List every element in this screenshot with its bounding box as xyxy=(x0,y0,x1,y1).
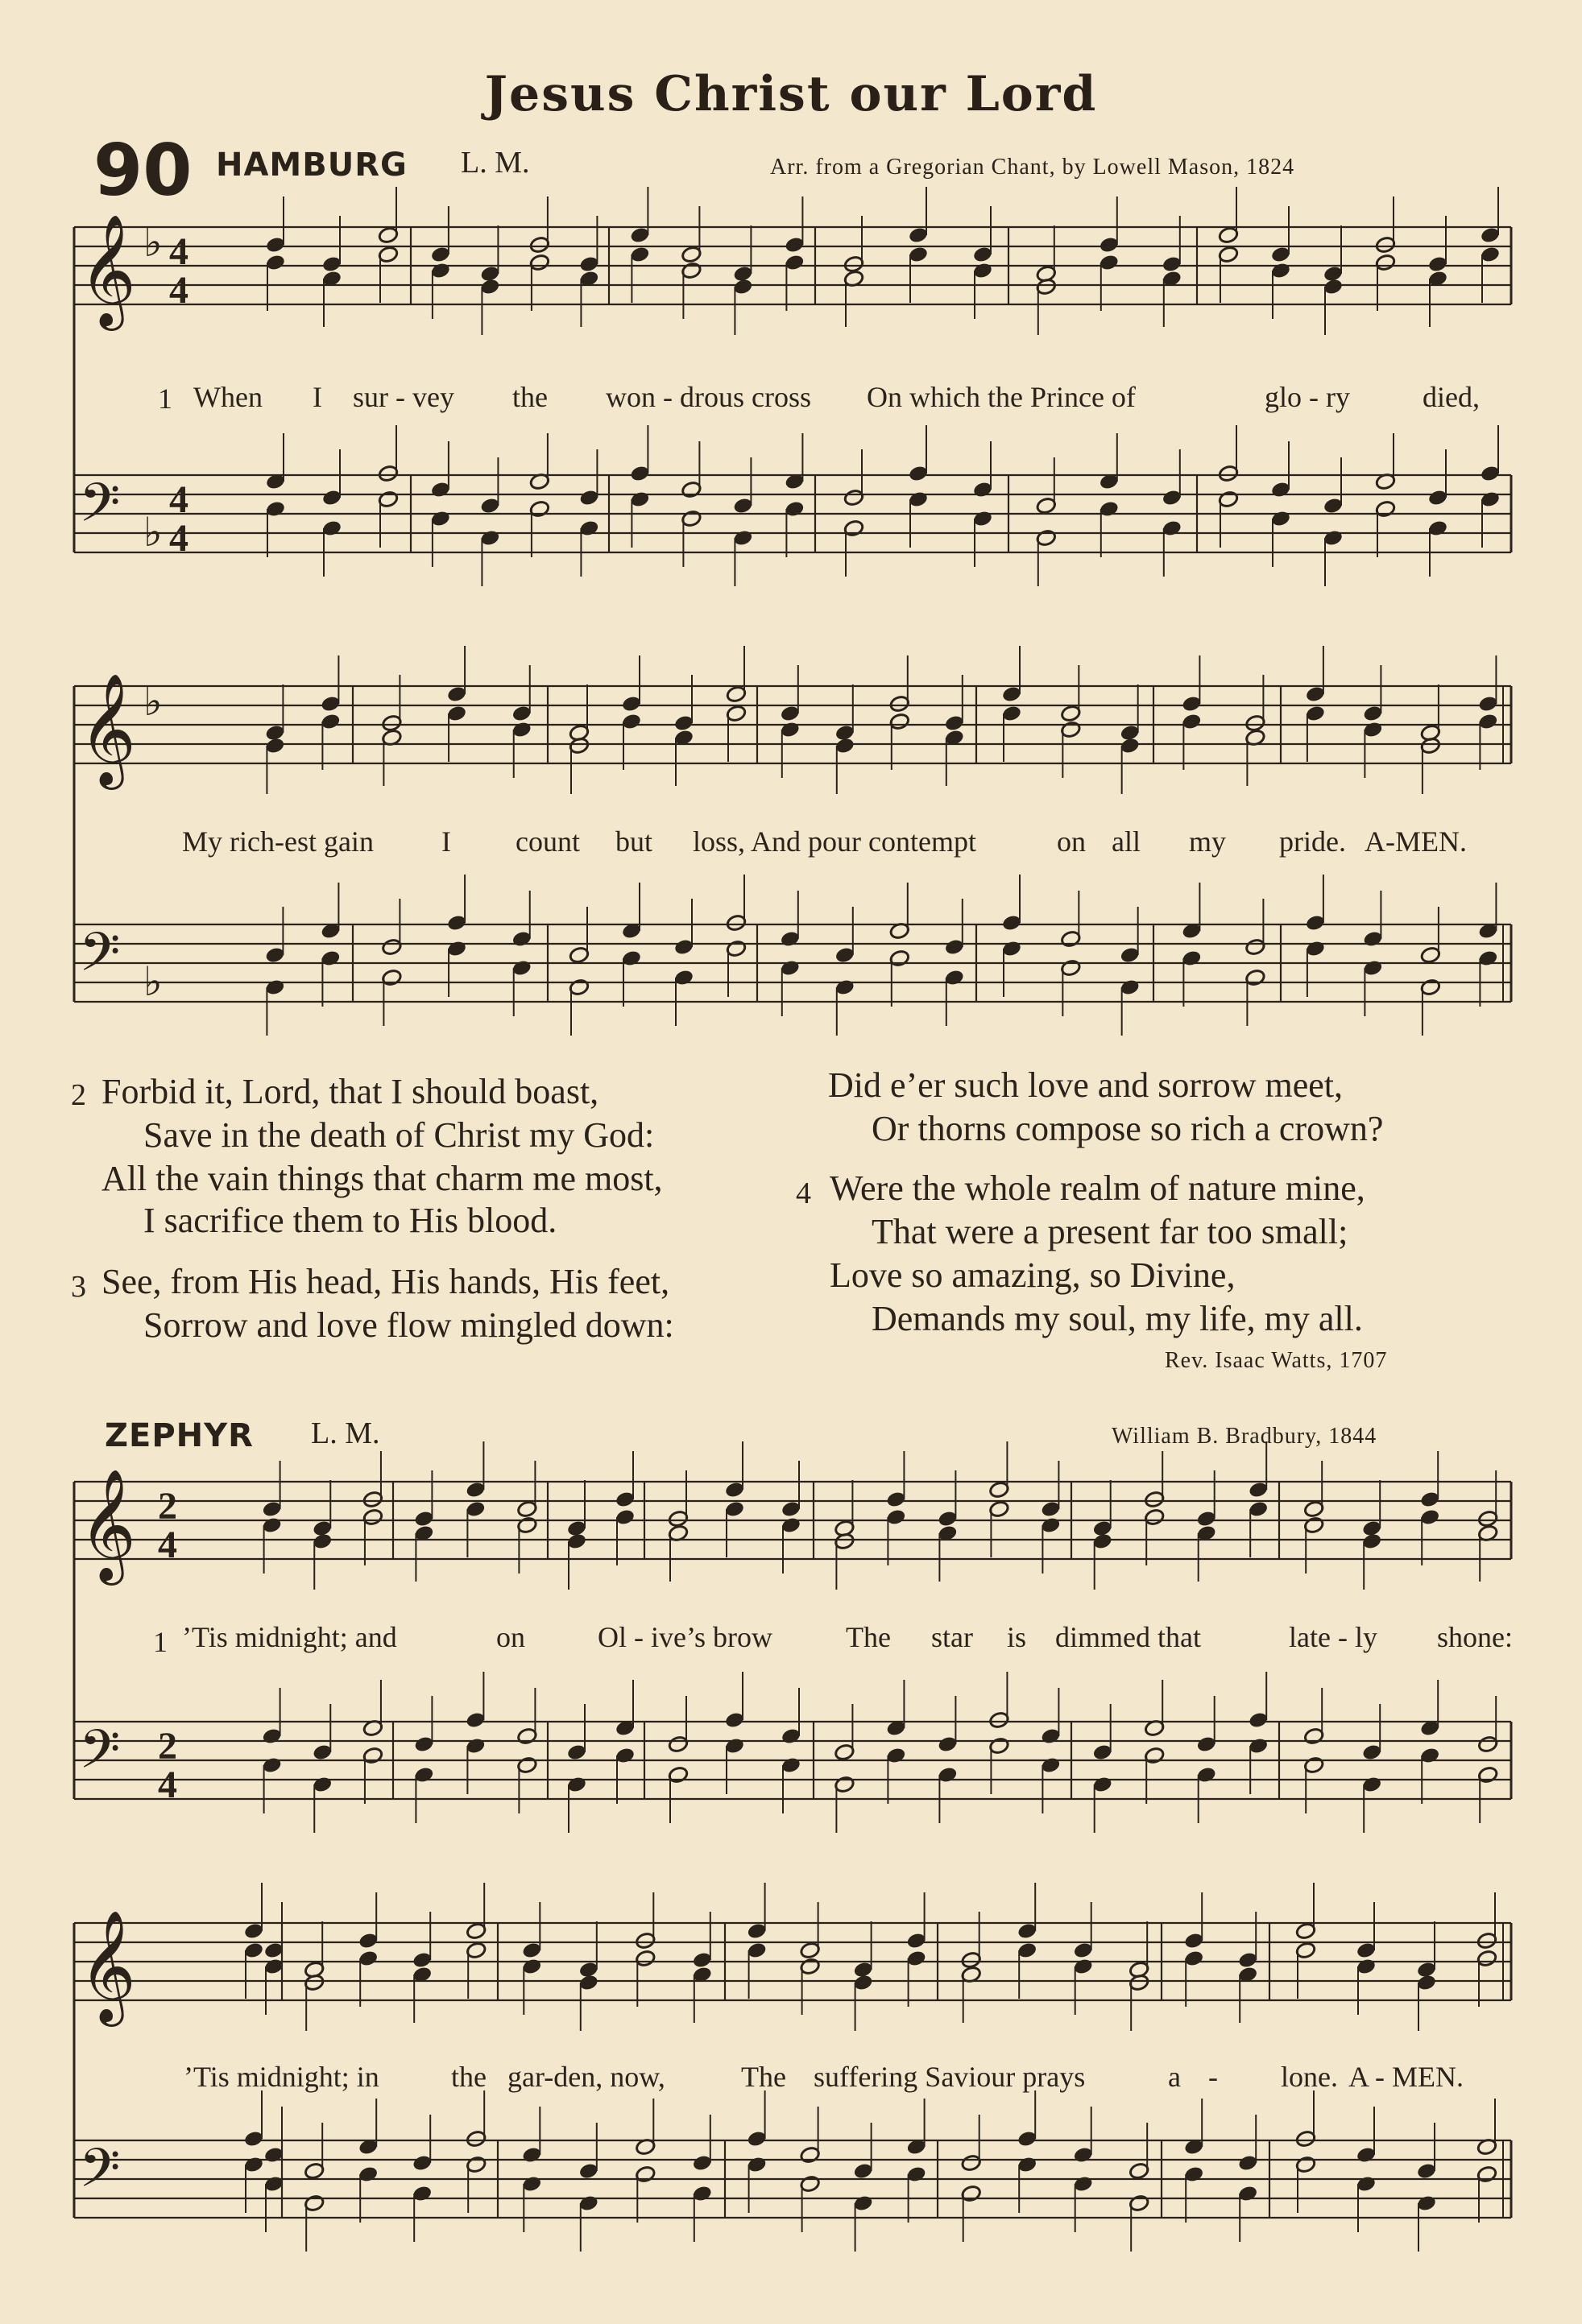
lyric-syllable: pride. xyxy=(1279,825,1346,858)
bass-clef-icon: 𝄢 xyxy=(79,475,121,546)
treble-clef-icon: 𝄞 xyxy=(79,1913,136,2020)
lyric-syllable: When xyxy=(193,381,263,413)
lyrics-line xyxy=(0,2060,1582,2100)
time-signature-top: 4 xyxy=(169,230,188,273)
lyric-syllable: a xyxy=(1168,2061,1181,2093)
verse-number: 3 xyxy=(71,1270,86,1304)
verse-line: Forbid it, Lord, that I should boast, xyxy=(101,1072,599,1111)
time-signature-bottom: 4 xyxy=(169,517,188,560)
staff-system-4-treble xyxy=(74,1923,1511,2000)
lyric-syllable: On which the Prince of xyxy=(867,381,1136,413)
bass-clef-icon: 𝄢 xyxy=(79,924,121,995)
clefs xyxy=(79,216,136,2211)
time-signature-top: 2 xyxy=(158,1485,177,1528)
lyric-syllable: the xyxy=(451,2061,487,2093)
lyric-syllable: The xyxy=(846,1621,891,1653)
lyric-syllable: sur - vey xyxy=(353,381,454,413)
treble-clef-icon: 𝄞 xyxy=(79,217,136,324)
author-credit: Rev. Isaac Watts, 1707 xyxy=(1165,1348,1388,1373)
flat-icon: ♭ xyxy=(143,679,163,724)
lyric-verse-number: 1 xyxy=(153,1626,168,1658)
lyric-syllable: I xyxy=(313,381,322,413)
time-signature-bottom: 4 xyxy=(158,1524,177,1566)
lyric-syllable: glo - ry xyxy=(1265,381,1350,413)
lyric-syllable: the xyxy=(512,381,548,413)
time-signature-bottom: 4 xyxy=(158,1764,177,1806)
lyric-syllable: dimmed that xyxy=(1055,1621,1201,1653)
treble-clef-icon: 𝄞 xyxy=(79,676,136,783)
composer-credit: William B. Bradbury, 1844 xyxy=(1112,1424,1377,1449)
verse-line: Were the whole realm of nature mine, xyxy=(830,1168,1365,1208)
verse-line: Save in the death of Christ my God: xyxy=(143,1115,655,1155)
time-signature-top: 2 xyxy=(158,1725,177,1768)
lyric-syllable: on xyxy=(1057,825,1086,858)
lyric-syllable: ’Tis midnight; and xyxy=(182,1621,397,1653)
verse-line: I sacrifice them to His blood. xyxy=(143,1201,557,1240)
verse-line: That were a present far too small; xyxy=(872,1212,1348,1251)
meter: L. M. xyxy=(461,146,530,180)
verse-line: Or thorns compose so rich a crown? xyxy=(872,1109,1384,1148)
lyric-syllable: I xyxy=(441,825,451,858)
lyric-syllable: suffering Saviour prays xyxy=(814,2061,1086,2093)
bass-clef-icon: 𝄢 xyxy=(79,1722,121,1793)
page-title: Jesus Christ our Lord xyxy=(484,66,1098,122)
lyric-syllable: A-MEN. xyxy=(1365,825,1467,858)
verse-number: 4 xyxy=(796,1176,811,1210)
verse-number: 2 xyxy=(71,1078,86,1112)
meter: L. M. xyxy=(311,1416,380,1450)
lyric-syllable: loss, And pour contempt xyxy=(693,825,976,858)
lyric-syllable: gar-den, now, xyxy=(507,2061,665,2093)
treble-clef-icon: 𝄞 xyxy=(79,1471,136,1578)
lyric-syllable: lone. xyxy=(1281,2061,1338,2093)
tune-name: ZEPHYR xyxy=(105,1417,254,1454)
staff-system-4-bass xyxy=(74,2140,1511,2218)
verse-line: All the vain things that charm me most, xyxy=(101,1159,663,1198)
lyric-syllable: all xyxy=(1112,825,1141,858)
lyrics-line xyxy=(0,1620,1582,1660)
verse-line: Demands my soul, my life, my all. xyxy=(872,1299,1363,1338)
lyric-syllable: shone: xyxy=(1437,1621,1513,1653)
flat-icon: ♭ xyxy=(143,220,163,265)
key-signature xyxy=(143,220,163,1004)
lyric-syllable: but xyxy=(615,825,653,858)
lyric-syllable: ’Tis midnight; in xyxy=(184,2061,379,2093)
tune-name: HAMBURG xyxy=(216,147,408,184)
hymn-number: 90 xyxy=(93,129,193,212)
lyric-syllable: Ol - ive’s brow xyxy=(598,1621,772,1653)
lyric-syllable: The xyxy=(741,2061,786,2093)
lyric-verse-number: 1 xyxy=(158,383,172,415)
lyric-syllable: is xyxy=(1007,1621,1027,1653)
verse-line: Sorrow and love flow mingled down: xyxy=(143,1305,674,1345)
time-signature-top: 4 xyxy=(169,478,188,521)
verse-line: Love so amazing, so Divine, xyxy=(830,1255,1236,1295)
lyric-syllable: on xyxy=(496,1621,525,1653)
lyrics-line xyxy=(0,380,1582,420)
time-signature-bottom: 4 xyxy=(169,269,188,312)
lyric-syllable: My rich-est gain xyxy=(182,825,374,858)
time-signatures xyxy=(158,230,188,1806)
bass-clef-icon: 𝄢 xyxy=(79,2140,121,2211)
composer-credit: Arr. from a Gregorian Chant, by Lowell Mason, 1824 xyxy=(770,155,1295,180)
verse-line: See, from His head, His hands, His feet, xyxy=(101,1262,670,1301)
flat-icon: ♭ xyxy=(143,510,163,555)
lyric-syllable: count xyxy=(516,825,580,858)
lyric-syllable: - xyxy=(1208,2061,1218,2093)
lyric-syllable: late - ly xyxy=(1289,1621,1377,1653)
lyric-syllable: won - drous cross xyxy=(606,381,811,413)
lyric-syllable: star xyxy=(931,1621,973,1653)
lyric-syllable: my xyxy=(1189,825,1227,858)
verse-line: Did e’er such love and sorrow meet, xyxy=(828,1065,1344,1105)
flat-icon: ♭ xyxy=(143,959,163,1004)
lyric-syllable: died, xyxy=(1423,381,1480,413)
lyrics-line xyxy=(0,825,1582,865)
lyric-syllable: A - MEN. xyxy=(1348,2061,1464,2093)
